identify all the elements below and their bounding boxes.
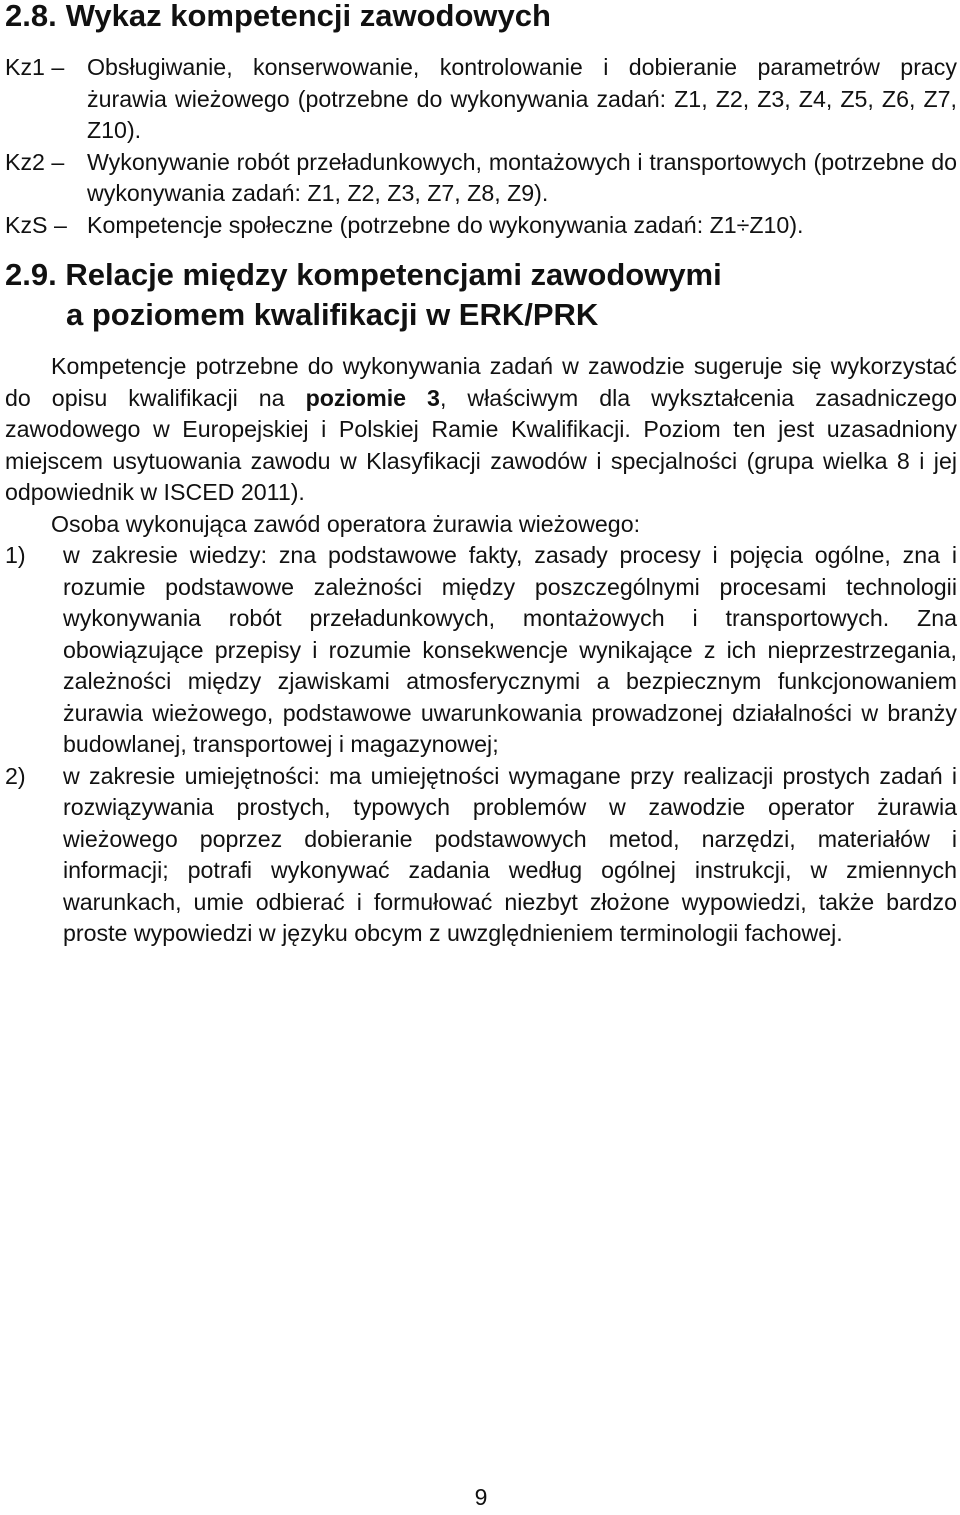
- competence-item: [5, 147, 957, 210]
- emphasis-level: poziomie 3: [305, 384, 440, 411]
- list-item-text: w zakresie wiedzy: zna podstawowe fakty, zasady procesy i pojęcia ogólne, zna i rozumie podstawowe zależności między poszczególnymi procesami technologii wykonywania robót przeładunkowych, montażowych i transportowych. Zna obowiązujące przepisy i rozumie konsekwencje wynikające z ich nieprzestrzegania, zależności między zjawiskami atmosferycznymi a bezpiecznym funkcjonowaniem żurawia wieżowego, podstawowe uwarunkowania prowadzonej działalności w branży budowlanej, transportowej i magazynowej;: [63, 542, 957, 757]
- list-number: 2): [5, 762, 26, 789]
- numbered-list-item: [5, 761, 957, 950]
- list-item-text: w zakresie umiejętności: ma umiejętności wymagane przy realizacji prostych zadań i rozwiązywania prostych, typowych problemów w zawodzie operator żurawia wieżowego poprzez dobieranie podstawowych metod, narzędzi, materiałów i informacji; potrafi wykonywać zadania według ogólnej instrukcji, w zmiennych warunkach, umie odbierać i formułować niezbyt złożone wypowiedzi, także bardzo proste wypowiedzi w języku obcym z uwzględnieniem terminologii fachowej.: [63, 762, 957, 946]
- section-title-line-2: a poziomem kwalifikacji w ERK/PRK: [66, 297, 599, 332]
- paragraph-text: , właściwym dla wykształcenia zasadniczego zawodowego w Europejskiej i Polskiej Ramie Kwalifikacji. Poziom ten jest uzasadniony miejscem usytuowania zawodu w Klasyfikacji zawodów i specjalności (grupa wielka 8 i jej odpowiednik w ISCED 2011).: [5, 384, 957, 505]
- competence-description: Kompetencje społeczne (potrzebne do wykonywania zadań: Z1÷Z10).: [87, 211, 804, 238]
- competence-code-text: Kz1: [5, 54, 45, 80]
- paragraph-intro: Osoba wykonująca zawód operatora żurawia wieżowego:: [51, 510, 641, 537]
- competence-code-text: Kz2: [5, 148, 45, 175]
- competence-item: [5, 52, 957, 147]
- paragraph-text: Kompetencje potrzebne do wykonywania zadań w zawodzie sugeruje się wykorzystać do opisu kwalifikacji na: [5, 353, 957, 411]
- section-heading-2-8: [5, 0, 551, 32]
- competence-list: [5, 52, 957, 241]
- section-body: [5, 351, 957, 950]
- numbered-list-item: [5, 540, 957, 761]
- page-number: 9: [474, 1484, 488, 1510]
- paragraph-qualification-level: [5, 351, 957, 509]
- competence-code: [5, 52, 87, 147]
- competence-description: Wykonywanie robót przeładunkowych, montażowych i transportowych (potrzebne do wykonywania zadań: Z1, Z2, Z3, Z7, Z8, Z9).: [87, 148, 957, 206]
- section-title-line-1: Relacje między kompetencjami zawodowymi: [65, 257, 722, 292]
- competence-code-text: KzS: [5, 211, 48, 238]
- competence-dash: –: [53, 211, 67, 238]
- section-title: Wykaz kompetencji zawodowych: [65, 0, 551, 33]
- competence-code: [5, 147, 87, 210]
- list-number: 1): [5, 542, 26, 568]
- competence-item: [5, 210, 957, 242]
- section-heading-2-9: [5, 255, 722, 335]
- competence-description: Obsługiwanie, konserwowanie, kontrolowanie i dobieranie parametrów pracy żurawia wieżowego (potrzebne do wykonywania zadań: Z1, Z2, Z3, Z4, Z5, Z6, Z7, Z10).: [87, 54, 957, 143]
- competence-dash: –: [51, 148, 65, 175]
- section-number: 2.8.: [5, 0, 57, 33]
- competence-dash: –: [51, 54, 65, 80]
- document-page: [5, 0, 958, 1515]
- competence-code: [5, 210, 87, 242]
- section-number: 2.9.: [5, 257, 57, 292]
